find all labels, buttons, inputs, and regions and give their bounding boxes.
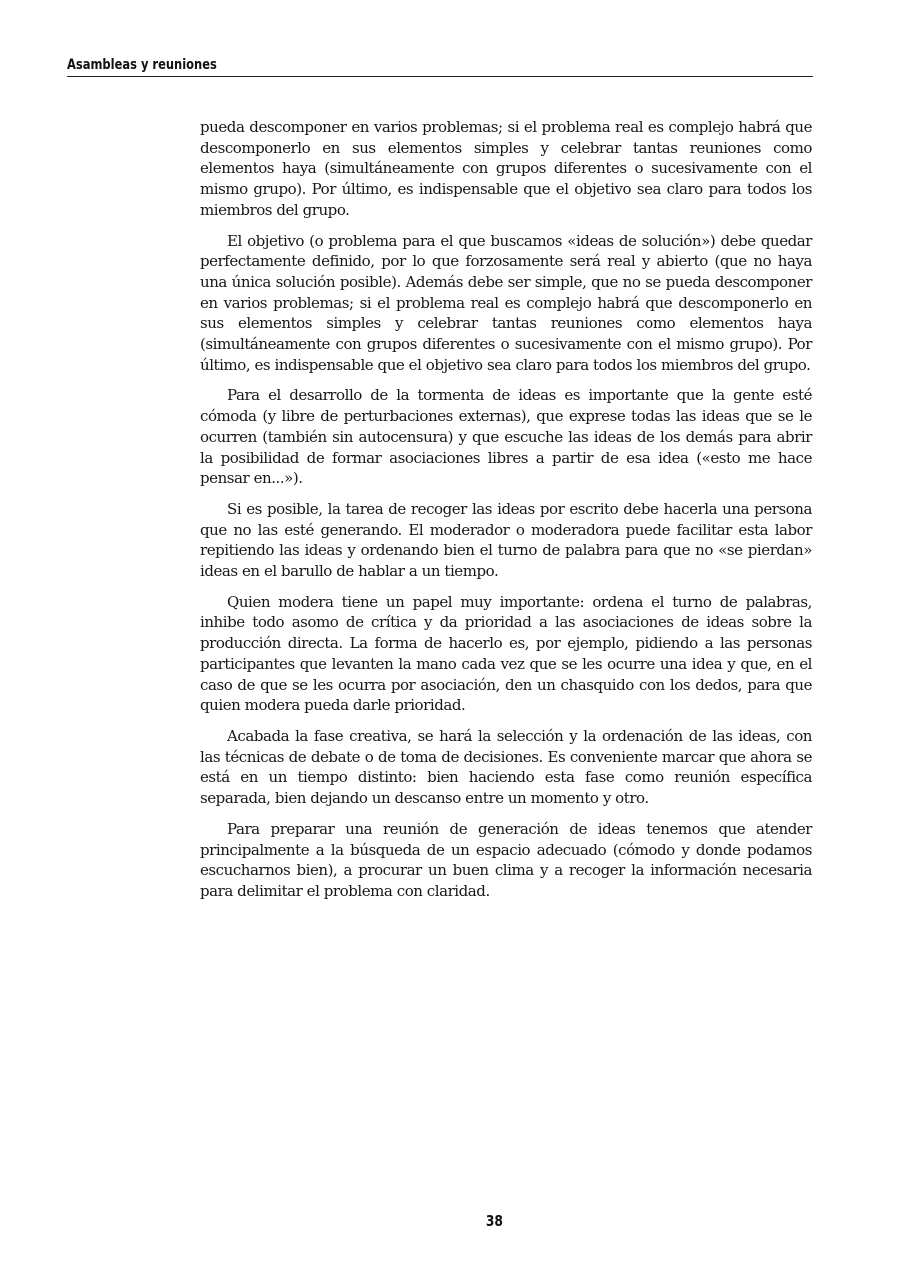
paragraph: Quien modera tiene un papel muy importante: ordena el turno de palabras, inhibe todo asomo de crítica y da prioridad a las asociaciones de ideas sobre la producción directa. La forma de hacerlo es, por ejemplo, pidiendo a las personas participantes que levanten la mano cada vez que se les ocurre una idea y que, en el caso de que se les ocurra por asociación, den un chasquido con los dedos, para que quien modera pueda darle prioridad. — [200, 592, 812, 715]
paragraph-continued: pueda descomponer en varios problemas; si el problema real es complejo habrá que descomponerlo en sus elementos simples y celebrar tantas reuniones como elementos haya (simultáneamente con grupos diferentes o sucesivamente con el mismo grupo). Por último, es indispensable que el objetivo sea claro para todos los miembros del grupo. — [200, 118, 812, 219]
paragraph: Si es posible, la tarea de recoger las ideas por escrito debe hacerla una persona que no las esté generando. El moderador o moderadora puede facilitar esta labor repitiendo las ideas y ordenando bien el turno de palabra para que no «se pierdan» ideas en el barullo de hablar a un tiempo. — [200, 499, 812, 581]
paragraph: El objetivo (o problema para el que buscamos «ideas de solución») debe quedar perfectamente definido, por lo que forzosamente será real y abierto (que no haya una única solución posible). Además debe ser simple, que no se pueda descomponer en varios problemas; si el problema real es complejo habrá que descomponerlo en sus elementos simples y celebrar tantas reuniones como elementos haya (simultáneamente con grupos diferentes o sucesivamente con el mismo grupo). Por último, es indispensable que el objetivo sea claro para todos los miembros del grupo. — [200, 231, 812, 374]
paragraph: Acabada la fase creativa, se hará la selección y la ordenación de las ideas, con las técnicas de debate o de toma de decisiones. Es conveniente marcar que ahora se está en un tiempo distinto: bien haciendo esta fase como reunión específica separada, bien dejando un descanso entre un momento y otro. — [200, 726, 812, 808]
body-text — [200, 117, 812, 912]
paragraph: Para el desarrollo de la tormenta de ideas es importante que la gente esté cómoda (y libre de perturbaciones externas), que exprese todas las ideas que se le ocurren (también sin autocensura) y que escuche las ideas de los demás para abrir la posibilidad de formar asociaciones libres a partir de esa idea («esto me hace pensar en...»). — [200, 386, 812, 488]
page-number — [0, 1212, 905, 1230]
page-number-text: 38 — [485, 1212, 503, 1230]
paragraph: Para preparar una reunión de generación de ideas tenemos que atender principalmente a la búsqueda de un espacio adecuado (cómodo y donde podamos escucharnos bien), a procurar un buen clima y a recoger la información necesaria para delimitar el problema con claridad. — [200, 819, 812, 900]
running-header — [67, 56, 813, 77]
running-header-title: Asambleas y reuniones — [67, 57, 217, 73]
